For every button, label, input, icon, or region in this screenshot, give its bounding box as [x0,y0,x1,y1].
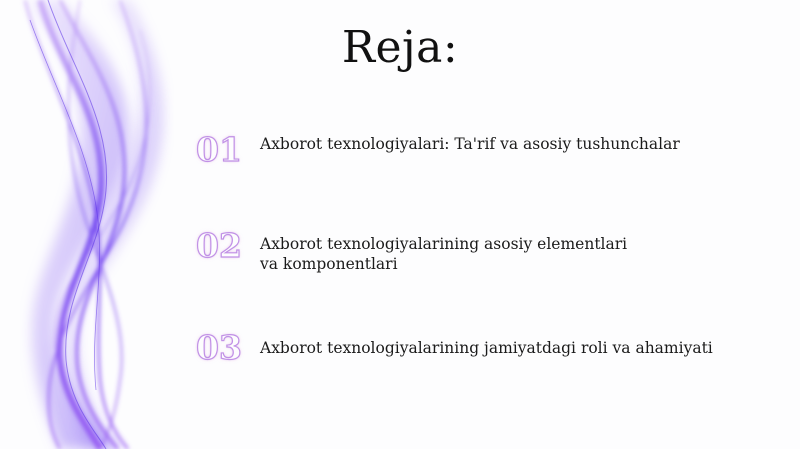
agenda-text-2: Axborot texnologiyalarining asosiy elementlari va komponentlari [260,235,628,273]
agenda-item-3 [196,328,776,388]
agenda-number-1: 01 [196,130,242,169]
agenda-item-1 [196,130,776,190]
purple-smoke-wave-decoration [0,0,200,449]
agenda-item-2 [196,226,776,286]
slide-title: Reja: [341,22,459,73]
agenda-number-2: 02 [196,226,242,265]
agenda-text-3: Axborot texnologiyalarining jamiyatdagi roli va ahamiyati [260,339,713,357]
agenda-text-1: Axborot texnologiyalari: Ta'rif va asosiy tushunchalar [260,135,680,153]
agenda-number-3: 03 [196,328,242,367]
